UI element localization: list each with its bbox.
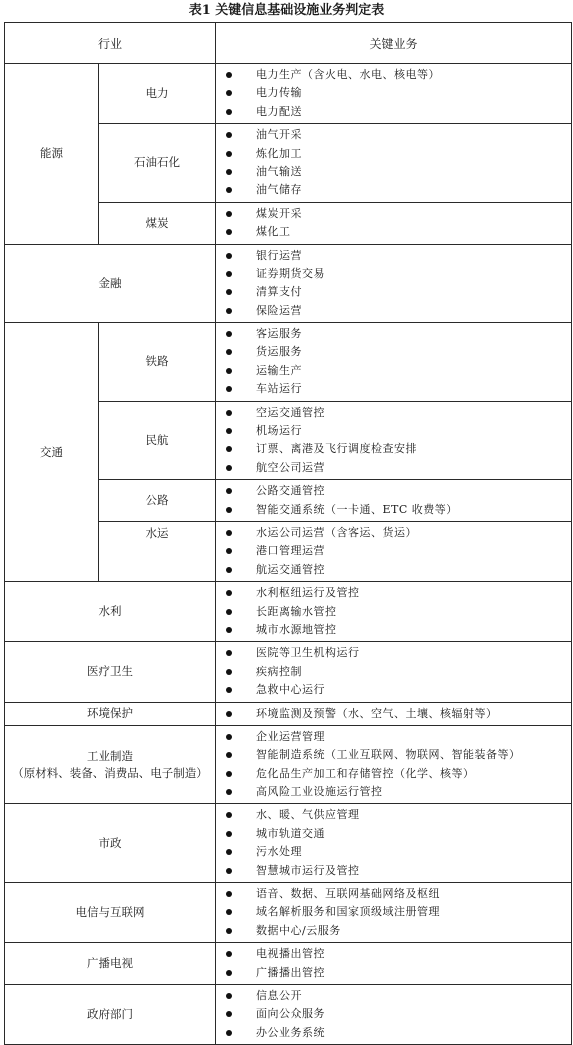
bullet-icon xyxy=(226,789,232,795)
business-list xyxy=(216,64,572,124)
list-item xyxy=(226,862,571,880)
list-item xyxy=(226,621,571,639)
bullet-icon xyxy=(226,488,232,494)
list-item-text: 炼化加工 xyxy=(256,146,303,160)
list-item-text: 数据中心/云服务 xyxy=(256,923,341,937)
bullet-icon xyxy=(226,609,232,615)
list-item xyxy=(226,843,571,861)
bullet-list xyxy=(226,945,571,982)
bullet-icon xyxy=(226,289,232,295)
sub-rail: 铁路 xyxy=(99,323,216,402)
industry-transport: 交通 xyxy=(5,323,99,582)
bullet-icon xyxy=(226,169,232,175)
bullet-icon xyxy=(226,590,232,596)
bullet-icon xyxy=(226,271,232,277)
list-item-text: 水、暖、气供应管理 xyxy=(256,808,360,822)
bullet-list xyxy=(226,205,571,242)
sub-water: 水运 xyxy=(99,521,216,581)
list-item-text: 机场运行 xyxy=(256,424,303,438)
list-item xyxy=(226,728,571,746)
list-item-text: 智慧城市运行及管控 xyxy=(256,863,360,877)
list-item xyxy=(226,987,571,1005)
list-item xyxy=(226,66,571,84)
list-item xyxy=(226,265,571,283)
bullet-list xyxy=(226,584,571,639)
list-item xyxy=(226,542,571,560)
list-item-text: 电视播出管控 xyxy=(256,947,326,961)
industry-health: 医疗卫生 xyxy=(5,642,216,702)
list-item-text: 电力生产（含火电、水电、核电等） xyxy=(256,68,441,81)
list-item-text: 城市轨道交通 xyxy=(256,826,326,840)
bullet-icon xyxy=(226,548,232,554)
list-item-text: 环境监测及预警（水、空气、土壤、核辐射等） xyxy=(256,706,498,720)
table-row xyxy=(5,64,572,124)
bullet-icon xyxy=(226,530,232,536)
bullet-icon xyxy=(226,567,232,573)
bullet-icon xyxy=(226,951,232,957)
industry-energy: 能源 xyxy=(5,64,99,245)
list-item-text: 企业运营管理 xyxy=(256,729,326,743)
table-title: 表1 关键信息基础设施业务判定表 xyxy=(188,3,385,18)
bullet-icon xyxy=(226,410,232,416)
business-list xyxy=(216,582,572,642)
bullet-icon xyxy=(226,229,232,235)
business-list xyxy=(216,725,572,804)
list-item-text: 域名解析服务和国家顶级域注册管理 xyxy=(256,905,441,919)
industry-municipal: 市政 xyxy=(5,804,216,883)
list-item xyxy=(226,922,571,940)
bullet-icon xyxy=(226,752,232,758)
list-item-text: 水利枢纽运行及管控 xyxy=(256,586,360,600)
bullet-list xyxy=(226,404,571,478)
list-item xyxy=(226,482,571,500)
bullet-icon xyxy=(226,687,232,693)
bullet-icon xyxy=(226,928,232,934)
bullet-list xyxy=(226,644,571,699)
industry-telecom: 电信与互联网 xyxy=(5,883,216,943)
sub-petro: 石油石化 xyxy=(99,124,216,203)
bullet-icon xyxy=(226,849,232,855)
bullet-list xyxy=(226,247,571,321)
list-item-text: 语音、数据、互联网基础网络及枢纽 xyxy=(256,887,441,901)
list-item xyxy=(226,903,571,921)
list-item xyxy=(226,945,571,963)
bullet-list xyxy=(226,705,571,723)
bullet-list xyxy=(226,987,571,1042)
bullet-icon xyxy=(226,734,232,740)
table-row xyxy=(5,702,572,725)
industry-environment: 环境保护 xyxy=(5,702,216,725)
list-item xyxy=(226,1005,571,1023)
list-item-text: 电力配送 xyxy=(256,104,303,118)
bullet-icon xyxy=(226,446,232,452)
bullet-icon xyxy=(226,831,232,837)
table-row xyxy=(5,883,572,943)
bullet-list xyxy=(226,66,571,121)
list-item-text: 电力传输 xyxy=(256,86,303,100)
list-item-text: 空运交通管控 xyxy=(256,405,326,419)
list-item xyxy=(226,205,571,223)
bullet-icon xyxy=(226,308,232,314)
bullet-icon xyxy=(226,465,232,471)
list-item-text: 油气开采 xyxy=(256,128,303,142)
list-item-text: 危化品生产加工和存储管控（化学、核等） xyxy=(256,766,475,780)
list-item-text: 煤炭开采 xyxy=(256,206,303,220)
bullet-icon xyxy=(226,132,232,138)
bullet-icon xyxy=(226,812,232,818)
list-item-text: 公路交通管控 xyxy=(256,484,326,498)
bullet-icon xyxy=(226,187,232,193)
bullet-icon xyxy=(226,970,232,976)
list-item xyxy=(226,103,571,121)
industry-manufacturing-scope: （原材料、装备、消费品、电子制造） xyxy=(12,765,208,780)
list-item-text: 面向公众服务 xyxy=(256,1007,326,1021)
list-item xyxy=(226,561,571,579)
table-row xyxy=(5,642,572,702)
list-item xyxy=(226,223,571,241)
header-industry: 行业 xyxy=(5,23,216,64)
header-business: 关键业务 xyxy=(216,23,572,64)
sub-coal: 煤炭 xyxy=(99,202,216,244)
bullet-list xyxy=(226,806,571,880)
list-item-text: 长距离输水管控 xyxy=(256,604,337,618)
list-item-text: 港口管理运营 xyxy=(256,544,326,558)
list-item xyxy=(226,181,571,199)
list-item xyxy=(226,325,571,343)
header-row xyxy=(5,23,572,64)
sub-power: 电力 xyxy=(99,64,216,124)
bullet-icon xyxy=(226,151,232,157)
list-item-text: 疾病控制 xyxy=(256,664,303,678)
list-item xyxy=(226,362,571,380)
list-item-text: 证券期货交易 xyxy=(256,266,326,280)
list-item xyxy=(226,584,571,602)
table-row xyxy=(5,984,572,1044)
table-row xyxy=(5,804,572,883)
list-item xyxy=(226,126,571,144)
list-item xyxy=(226,283,571,301)
bullet-icon xyxy=(226,627,232,633)
list-item-text: 办公业务系统 xyxy=(256,1025,326,1039)
business-list xyxy=(216,323,572,402)
industry-manufacturing xyxy=(5,725,216,804)
list-item xyxy=(226,681,571,699)
business-list xyxy=(216,244,572,323)
list-item-text: 订票、离港及飞行调度检查安排 xyxy=(256,442,418,456)
list-item-text: 油气储存 xyxy=(256,183,303,197)
industry-water: 水利 xyxy=(5,582,216,642)
list-item-text: 信息公开 xyxy=(256,988,303,1002)
list-item-text: 航空公司运营 xyxy=(256,460,326,474)
bullet-icon xyxy=(226,331,232,337)
business-list xyxy=(216,124,572,203)
table-row xyxy=(5,323,572,402)
list-item xyxy=(226,501,571,519)
list-item xyxy=(226,746,571,764)
industry-manufacturing-title: 工业制造 xyxy=(87,748,133,763)
list-item xyxy=(226,163,571,181)
sub-road: 公路 xyxy=(99,480,216,522)
business-list xyxy=(216,202,572,244)
bullet-list xyxy=(226,126,571,200)
bullet-list xyxy=(226,482,571,519)
bullet-icon xyxy=(226,386,232,392)
industry-broadcast: 广播电视 xyxy=(5,943,216,985)
bullet-icon xyxy=(226,650,232,656)
bullet-icon xyxy=(226,711,232,717)
bullet-icon xyxy=(226,428,232,434)
list-item-text: 广播播出管控 xyxy=(256,965,326,979)
list-item xyxy=(226,783,571,801)
business-table xyxy=(4,22,572,1045)
bullet-list xyxy=(226,728,571,802)
list-item xyxy=(226,343,571,361)
list-item xyxy=(226,885,571,903)
list-item-text: 智能制造系统（工业互联网、物联网、智能装备等） xyxy=(256,748,521,762)
list-item xyxy=(226,422,571,440)
list-item xyxy=(226,663,571,681)
bullet-icon xyxy=(226,507,232,513)
bullet-icon xyxy=(226,993,232,999)
bullet-icon xyxy=(226,771,232,777)
list-item-text: 水运公司运营（含客运、货运） xyxy=(256,525,418,539)
list-item-text: 高风险工业设施运行管控 xyxy=(256,785,383,799)
list-item xyxy=(226,705,571,723)
list-item xyxy=(226,644,571,662)
list-item xyxy=(226,806,571,824)
bullet-icon xyxy=(226,368,232,374)
list-item xyxy=(226,603,571,621)
bullet-icon xyxy=(226,868,232,874)
bullet-icon xyxy=(226,1030,232,1036)
list-item-text: 智能交通系统（一卡通、ETC 收费等） xyxy=(256,502,458,516)
business-list xyxy=(216,883,572,943)
list-item-text: 航运交通管控 xyxy=(256,562,326,576)
list-item xyxy=(226,145,571,163)
list-item xyxy=(226,964,571,982)
list-item xyxy=(226,459,571,477)
list-item xyxy=(226,404,571,422)
business-list xyxy=(216,702,572,725)
list-item xyxy=(226,440,571,458)
bullet-icon xyxy=(226,253,232,259)
bullet-icon xyxy=(226,669,232,675)
list-item-text: 医院等卫生机构运行 xyxy=(256,646,360,660)
list-item xyxy=(226,765,571,783)
list-item xyxy=(226,380,571,398)
table-row xyxy=(5,943,572,985)
bullet-icon xyxy=(226,211,232,217)
table-row xyxy=(5,725,572,804)
bullet-icon xyxy=(226,891,232,897)
list-item-text: 车站运行 xyxy=(256,382,303,396)
list-item-text: 急救中心运行 xyxy=(256,683,326,697)
table-row xyxy=(5,244,572,323)
bullet-list xyxy=(226,325,571,399)
bullet-icon xyxy=(226,90,232,96)
list-item xyxy=(226,247,571,265)
list-item-text: 煤化工 xyxy=(256,225,291,239)
list-item xyxy=(226,1024,571,1042)
bullet-icon xyxy=(226,109,232,115)
list-item-text: 清算支付 xyxy=(256,285,303,299)
business-list xyxy=(216,521,572,581)
sub-aviation: 民航 xyxy=(99,401,216,480)
list-item-text: 运输生产 xyxy=(256,363,303,377)
industry-finance: 金融 xyxy=(5,244,216,323)
table-row xyxy=(5,582,572,642)
business-list xyxy=(216,943,572,985)
list-item-text: 货运服务 xyxy=(256,345,303,359)
list-item-text: 保险运营 xyxy=(256,303,303,317)
industry-government: 政府部门 xyxy=(5,984,216,1044)
list-item xyxy=(226,84,571,102)
list-item-text: 客运服务 xyxy=(256,327,303,341)
list-item-text: 银行运营 xyxy=(256,248,303,262)
bullet-list xyxy=(226,885,571,940)
bullet-icon xyxy=(226,349,232,355)
list-item xyxy=(226,825,571,843)
list-item xyxy=(226,302,571,320)
business-list xyxy=(216,642,572,702)
list-item-text: 城市水源地管控 xyxy=(256,622,337,636)
bullet-icon xyxy=(226,72,232,78)
bullet-list xyxy=(226,524,571,579)
list-item xyxy=(226,524,571,542)
list-item-text: 油气输送 xyxy=(256,164,303,178)
bullet-icon xyxy=(226,1011,232,1017)
business-list xyxy=(216,480,572,522)
list-item-text: 污水处理 xyxy=(256,845,303,859)
business-list xyxy=(216,984,572,1044)
bullet-icon xyxy=(226,909,232,915)
business-list xyxy=(216,804,572,883)
business-list xyxy=(216,401,572,480)
